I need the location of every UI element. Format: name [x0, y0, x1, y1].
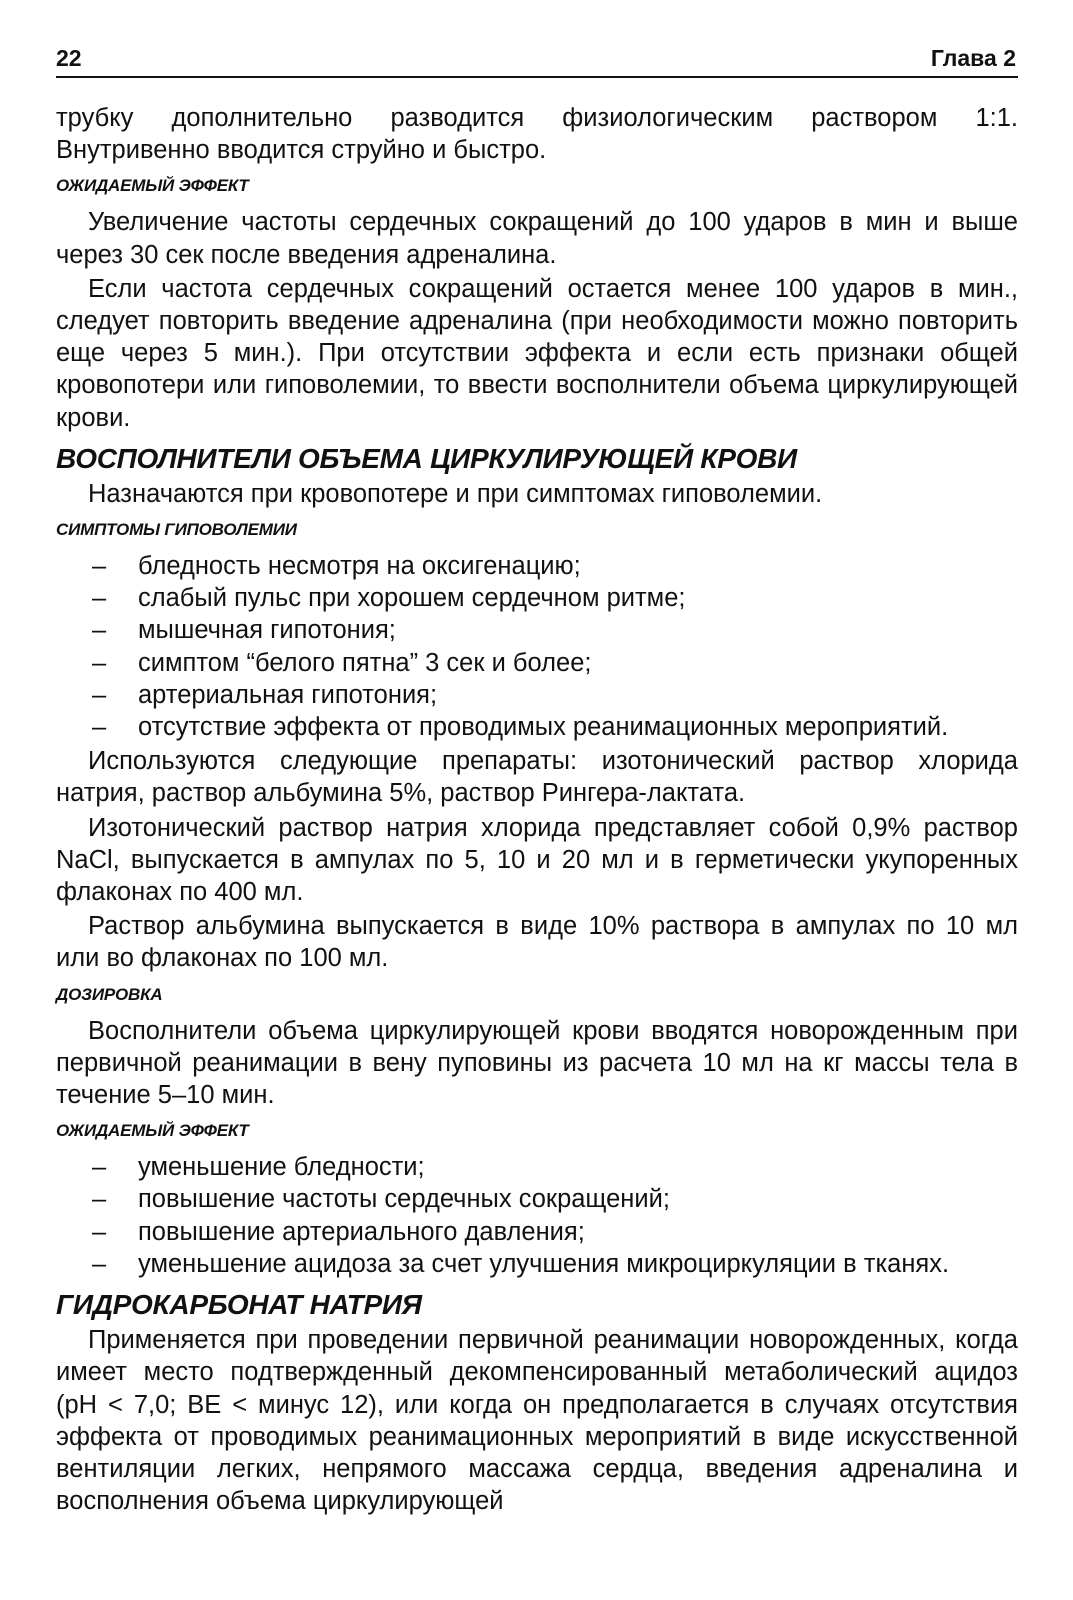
paragraph-bicarbonate: Применяется при проведении первичной реанимации новорожденных, когда имеет место подтвержденный декомпенсированный метаболический ацидоз (рН < 7,0; BE < минус 12), или когда он предполагается в случаях отсутствия эффекта от проводимых реанимационных мероприятий в виде искусственной вентиляции легких, непрямого массажа сердца, введения адреналина и восполнения объема циркулирующей — [56, 1326, 1018, 1516]
paragraph-repeat-adrenaline: Если частота сердечных сокращений остается менее 100 ударов в мин., следует повторить введение адреналина (при необходимости можно повторить еще через 5 мин.). При отсутствии эффекта и если есть признаки общей кровопотери или гиповолемии, то ввести восполнители объема циркулирующей крови. — [56, 274, 1018, 432]
list-item-text: бледность несмотря на оксигенацию; — [138, 552, 581, 581]
paragraph-indications: Назначаются при кровопотере и при симптомах гиповолемии. — [88, 479, 823, 508]
list-dash: – — [92, 1185, 107, 1214]
list-dash: – — [92, 584, 107, 613]
list-item — [56, 647, 1018, 679]
list-item — [56, 550, 1018, 582]
list-item-text: уменьшение ацидоза за счет улучшения микроциркуляции в тканях. — [138, 1249, 950, 1278]
list-item-text: симптом “белого пятна” 3 сек и более; — [138, 648, 592, 677]
page-content — [56, 102, 1018, 1517]
list-dash: – — [92, 1249, 107, 1278]
list-item — [56, 1248, 1018, 1280]
list-dash: – — [92, 713, 107, 742]
list-item — [56, 582, 1018, 614]
list-item — [56, 1216, 1018, 1248]
list-item-text: артериальная гипотония; — [138, 680, 438, 709]
list-dash: – — [92, 616, 107, 645]
list-item — [56, 1151, 1018, 1183]
paragraph-dosage: Восполнители объема циркулирующей крови вводятся новорожденным при первичной реанимации в вену пуповины из расчета 10 мл на кг массы тела в течение 5–10 мин. — [56, 1016, 1018, 1110]
list-item-text: отсутствие эффекта от проводимых реанимационных мероприятий. — [138, 713, 949, 742]
paragraph-effect: Увеличение частоты сердечных сокращений до 100 ударов в мин и выше через 30 сек после введения адреналина. — [56, 208, 1018, 269]
symptom-list — [56, 550, 1018, 743]
list-dash: – — [92, 552, 107, 581]
list-item-text: слабый пульс при хорошем сердечном ритме; — [138, 584, 686, 613]
list-item-text: повышение частоты сердечных сокращений; — [138, 1185, 670, 1214]
list-item — [56, 614, 1018, 646]
effect-list — [56, 1151, 1018, 1280]
section-heading-volume-expanders: ВОСПОЛНИТЕЛИ ОБЪЕМА ЦИРКУЛИРУЮЩЕЙ КРОВИ — [56, 442, 797, 474]
page-header — [56, 44, 1018, 78]
subheading-dosage: ДОЗИРОВКА — [56, 984, 163, 1004]
list-item — [56, 1183, 1018, 1215]
list-item-text: повышение артериального давления; — [138, 1217, 585, 1246]
list-item — [56, 679, 1018, 711]
paragraph-albumin: Раствор альбумина выпускается в виде 10% раствора в ампулах по 10 мл или во флаконах по 100 мл. — [56, 912, 1018, 973]
paragraph-continuation: трубку дополнительно разводится физиологическим раствором 1:1. Внутривенно вводится струйно и быстро. — [56, 104, 1018, 165]
list-dash: – — [92, 1153, 107, 1182]
subheading-hypovolemia-symptoms: СИМПТОМЫ ГИПОВОЛЕМИИ — [56, 520, 297, 540]
paragraph-nacl: Изотонический раствор натрия хлорида представляет собой 0,9% раствор NaCl, выпускается в ампулах по 5, 10 и 20 мл и в герметически укупоренных флаконах по 400 мл. — [56, 813, 1018, 907]
page-number: 22 — [56, 45, 82, 71]
list-item — [56, 711, 1018, 743]
paragraph-preparations: Используются следующие препараты: изотонический раствор хлорида натрия, раствор альбумина 5%, раствор Рингера-лактата. — [56, 747, 1018, 808]
list-dash: – — [92, 648, 107, 677]
list-dash: – — [92, 1217, 107, 1246]
section-heading-sodium-bicarbonate: ГИДРОКАРБОНАТ НАТРИЯ — [56, 1289, 422, 1321]
list-item-text: уменьшение бледности; — [138, 1153, 425, 1182]
list-item-text: мышечная гипотония; — [138, 616, 396, 645]
list-dash: – — [92, 680, 107, 709]
subheading-expected-effect: ОЖИДАЕМЫЙ ЭФФЕКТ — [56, 176, 249, 196]
chapter-title: Глава 2 — [930, 45, 1016, 71]
subheading-expected-effect-2: ОЖИДАЕМЫЙ ЭФФЕКТ — [56, 1121, 249, 1141]
